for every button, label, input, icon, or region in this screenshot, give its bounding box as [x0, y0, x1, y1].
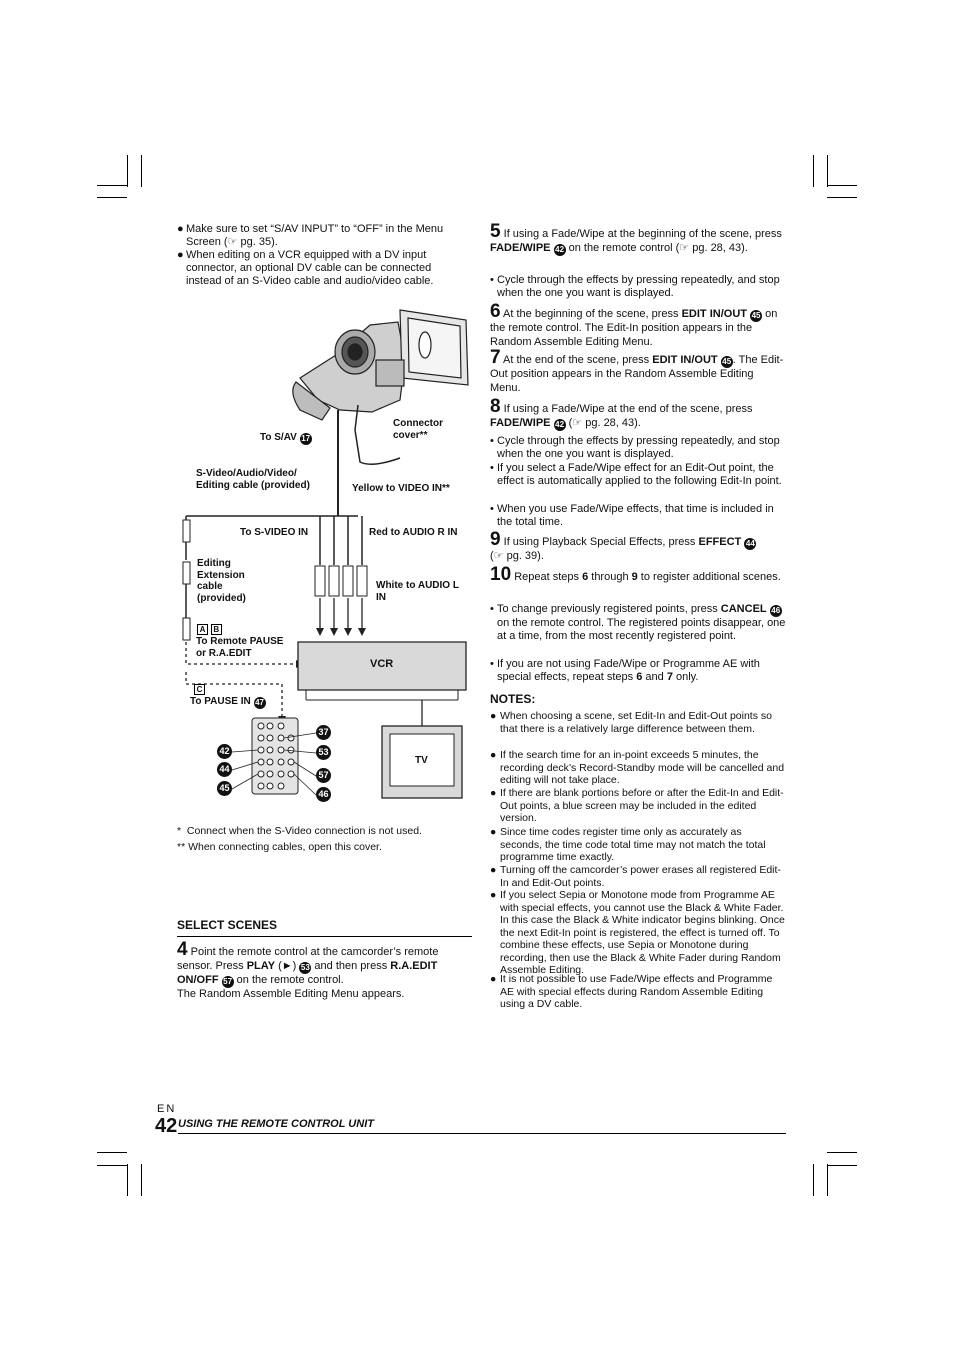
- step-text: on the remote control.: [233, 973, 344, 986]
- step-text: to register additional scenes.: [637, 571, 781, 583]
- section-title: SELECT SCENES: [177, 918, 278, 932]
- callout-46: 46: [316, 787, 331, 802]
- step-text: (☞ pg. 39).: [490, 550, 544, 562]
- note-text: If there are blank portions before or after the Edit-In and Edit-Out points, a blue screen may be included in the edited version.: [500, 787, 784, 824]
- bullet-text: To change previously registered points, press: [497, 603, 721, 615]
- note-item: ● If you select Sepia or Monotone mode from Programme AE with special effects, you cannot use the Black & White Fader. In this case the Black & White indicator begins blinking. Once the next Edit-In point is registered, the effect is turned off. To combine these effects, use Sepia or Monotone during recording, then use the Black & White Fader during Random Assemble Editing.: [490, 889, 785, 976]
- step-8: [490, 396, 786, 431]
- step-ref: 9: [631, 571, 638, 583]
- crop-mark: [827, 1164, 828, 1196]
- button-name: R.A.EDIT ON/OFF: [177, 959, 438, 986]
- label-white: White to AUDIO L IN: [376, 580, 459, 603]
- step-number: 5: [490, 221, 501, 242]
- page-number: 42: [155, 1115, 178, 1137]
- crop-mark: [827, 1152, 857, 1153]
- crop-mark: [827, 155, 828, 187]
- button-name: FADE/WIPE: [490, 241, 551, 254]
- box-c: C: [194, 684, 205, 695]
- bullet-text: only.: [672, 671, 699, 683]
- step-7: [490, 347, 786, 395]
- callout-42: 42: [555, 244, 565, 254]
- step-ref: 6: [636, 671, 643, 683]
- footer-section: USING THE REMOTE CONTROL UNIT: [178, 1118, 374, 1130]
- box-a: A: [197, 624, 208, 635]
- bullet-text: on the remote control. The registered points disappear, one at a time, from the most recently registered point.: [497, 617, 786, 642]
- bullet-text: When you use Fade/Wipe effects, that time is included in the total time.: [497, 503, 774, 528]
- label-connector-cover: Connector cover**: [393, 418, 443, 441]
- label-tv: TV: [415, 755, 428, 766]
- step-ref: 6: [582, 571, 589, 583]
- step5-bullet: • Cycle through the effects by pressing repeatedly, and stop when the one you want is displayed.: [490, 274, 786, 300]
- crop-mark: [827, 185, 857, 186]
- step10-bullet: • If you are not using Fade/Wipe or Programme AE with special effects, repeat steps 6 and 7 only.: [490, 658, 760, 683]
- button-name: EDIT IN/OUT: [652, 354, 718, 366]
- step-4: [177, 939, 469, 1001]
- step-text: and then press: [311, 959, 391, 972]
- connection-diagram: [150, 300, 480, 810]
- label-to-pause: [190, 696, 266, 709]
- note-text: Since time codes register time only as accurately as seconds, the time code total time may not match the total programme time exactly.: [500, 826, 766, 863]
- note-item: ● Since time codes register time only as accurately as seconds, the time code total time may not match the total programme time exactly.: [490, 826, 786, 864]
- step-text: . The Edit-Out position appears in the Random Assemble Editing Menu.: [490, 354, 784, 394]
- note-item: ● If the search time for an in-point exceeds 5 minutes, the recording deck’s Record-Standby mode will be cancelled and editing will not take place.: [490, 749, 785, 786]
- step-text: At the beginning of the scene, press: [503, 308, 682, 320]
- crop-mark: [141, 1164, 142, 1196]
- step-9: [490, 529, 786, 564]
- button-name: EDIT IN/OUT: [681, 308, 747, 320]
- note-text: If you select Sepia or Monotone mode from Programme AE with special effects, you cannot use the Black & White Fader. In this case the Black & White indicator begins blinking. Once the next Edit-In point is registered, the effect is turned off. To combine these effects, use Sepia or Monotone during recording, then use the Black & White Fader during Random Assemble Editing.: [500, 889, 785, 976]
- crop-mark: [827, 197, 857, 198]
- callout-45: 45: [722, 357, 732, 366]
- label-red: Red to AUDIO R IN: [369, 527, 458, 538]
- label-to-svideo: To S-VIDEO IN: [240, 527, 309, 538]
- label-to-remote: To Remote PAUSE or R.A.EDIT: [196, 636, 284, 659]
- callout-46: 46: [771, 606, 781, 615]
- step8-bullet: • If you select a Fade/Wipe effect for an Edit-Out point, the effect is automatically applied to the following Edit-In point.: [490, 462, 786, 488]
- step-text: If using a Fade/Wipe at the end of the scene, press: [503, 403, 753, 415]
- step8-bullet: • Cycle through the effects by pressing repeatedly, and stop when the one you want is displayed.: [490, 435, 786, 461]
- camcorder-illustration: [293, 310, 468, 420]
- callout-42: 42: [217, 744, 232, 759]
- label-to-sav-text: To S/AV: [260, 432, 297, 443]
- callout-53: 53: [300, 962, 310, 972]
- intro-bullet: ● When editing on a VCR equipped with a DV input connector, an optional DV cable can be connected instead of an S-Video cable and audio/video cable.: [177, 249, 457, 288]
- crop-mark: [97, 197, 127, 198]
- step-text: Point the remote control at the camcorder’s remote sensor. Press: [177, 946, 439, 972]
- remote-control-illustration: [252, 718, 298, 794]
- label-cable: S-Video/Audio/Video/ Editing cable (provided): [196, 468, 310, 491]
- intro-bullet-text: Make sure to set “S/AV INPUT” to “OFF” in the Menu Screen (☞ pg. 35).: [186, 223, 444, 248]
- step-text: on the remote control. The Edit-In position appears in the Random Assemble Editing Menu.: [490, 308, 778, 348]
- footer-lang: EN: [157, 1103, 177, 1115]
- step-text: on the remote control (☞ pg. 28, 43).: [565, 241, 748, 254]
- box-b: B: [211, 624, 222, 635]
- crop-mark: [97, 1152, 127, 1153]
- note-text: When choosing a scene, set Edit-In and Edit-Out points so that there is a relatively large difference between them.: [500, 710, 772, 735]
- footnote: ** When connecting cables, open this cover.: [177, 841, 382, 853]
- note-item: ● Turning off the camcorder’s power erases all registered Edit-In and Edit-Out points.: [490, 864, 786, 889]
- note-text: If the search time for an in-point exceeds 5 minutes, the recording deck’s Record-Standby mode will be cancelled and editing will not take place.: [500, 749, 785, 786]
- label-to-pause-text: To PAUSE IN: [190, 696, 251, 707]
- step-number: 8: [490, 396, 501, 417]
- step-10: [490, 564, 786, 585]
- button-name: PLAY: [246, 959, 276, 972]
- label-to-sav: [260, 432, 312, 445]
- crop-mark: [813, 155, 814, 187]
- step-number: 10: [490, 564, 512, 585]
- footnote: * Connect when the S-Video connection is not used.: [177, 825, 422, 837]
- step-text: If using a Fade/Wipe at the beginning of the scene, press: [503, 228, 782, 240]
- note-text: Turning off the camcorder’s power erases all registered Edit-In and Edit-Out points.: [500, 864, 781, 889]
- note-item: ● It is not possible to use Fade/Wipe effects and Programme AE with special effects during Random Assemble Editing using a DV cable.: [490, 973, 786, 1011]
- step-text: Repeat steps: [514, 571, 583, 583]
- note-item: ● When choosing a scene, set Edit-In and Edit-Out points so that there is a relatively large difference between them.: [490, 710, 786, 735]
- crop-mark: [141, 155, 142, 187]
- callout-45: 45: [751, 311, 761, 320]
- step-number: 4: [177, 939, 188, 960]
- label-box-c: [194, 684, 205, 696]
- label-yellow: Yellow to VIDEO IN**: [352, 483, 450, 494]
- footer-rule: [178, 1133, 786, 1134]
- section-rule: [177, 936, 472, 937]
- note-text: It is not possible to use Fade/Wipe effects and Programme AE with special effects during Random Assemble Editing using a DV cable.: [500, 973, 773, 1010]
- bullet-text: Cycle through the effects by pressing repeatedly, and stop when the one you want is displayed.: [497, 274, 780, 299]
- crop-mark: [827, 1165, 857, 1166]
- bullet-text: and: [642, 671, 667, 683]
- step-text: At the end of the scene, press: [503, 354, 653, 366]
- notes-title: NOTES:: [490, 692, 536, 706]
- crop-mark: [97, 1165, 127, 1166]
- callout-57: 57: [223, 976, 233, 986]
- callout-37: 37: [316, 725, 331, 740]
- step-6: [490, 301, 786, 349]
- intro-bullet: ● Make sure to set “S/AV INPUT” to “OFF” in the Menu Screen (☞ pg. 35).: [177, 223, 457, 249]
- bullet-text: Cycle through the effects by pressing repeatedly, and stop when the one you want is displayed.: [497, 435, 780, 460]
- label-boxes-ab: [197, 624, 222, 636]
- callout-47: 47: [255, 698, 264, 707]
- step-number: 7: [490, 347, 501, 368]
- callout-44: 44: [217, 762, 232, 777]
- step-number: 9: [490, 529, 501, 550]
- intro-bullet-text: When editing on a VCR equipped with a DV input connector, an optional DV cable can be connected instead of an S-Video cable and audio/video cable.: [186, 249, 434, 287]
- callout-17: 17: [301, 434, 311, 443]
- callout-42: 42: [555, 419, 565, 429]
- step-number: 6: [490, 301, 501, 322]
- callout-45: 45: [217, 781, 232, 796]
- bullet-text: If you select a Fade/Wipe effect for an Edit-Out point, the effect is automatically applied to the following Edit-In point.: [497, 462, 782, 487]
- step-5: [490, 221, 786, 256]
- step10-bullet: • To change previously registered points, press CANCEL 46 on the remote control. The registered points disappear, one at a time, from the most recently registered point.: [490, 603, 786, 642]
- note-item: ● If there are blank portions before or after the Edit-In and Edit-Out points, a blue screen may be included in the edited version.: [490, 787, 786, 825]
- step-text: through: [588, 571, 632, 583]
- label-vcr: VCR: [370, 658, 394, 670]
- button-name: EFFECT: [698, 536, 742, 548]
- crop-mark: [127, 155, 128, 187]
- crop-mark: [813, 1164, 814, 1196]
- step-text: (►): [275, 959, 300, 972]
- callout-57: 57: [316, 768, 331, 783]
- label-editing-extension: Editing Extension cable (provided): [197, 558, 246, 604]
- crop-mark: [127, 1164, 128, 1196]
- step-text: If using Playback Special Effects, press: [503, 536, 699, 548]
- callout-44: 44: [745, 539, 755, 548]
- button-name: FADE/WIPE: [490, 416, 551, 429]
- step-text: (☞ pg. 28, 43).: [565, 416, 641, 429]
- callout-53: 53: [316, 745, 331, 760]
- crop-mark: [97, 185, 127, 186]
- bullet-text: If you are not using Fade/Wipe or Programme AE with special effects, repeat steps: [497, 658, 760, 683]
- step-ref: 7: [666, 671, 673, 683]
- step-text: The Random Assemble Editing Menu appears.: [177, 987, 405, 1000]
- button-name: CANCEL: [720, 603, 767, 615]
- step8-bullet: • When you use Fade/Wipe effects, that time is included in the total time.: [490, 503, 786, 529]
